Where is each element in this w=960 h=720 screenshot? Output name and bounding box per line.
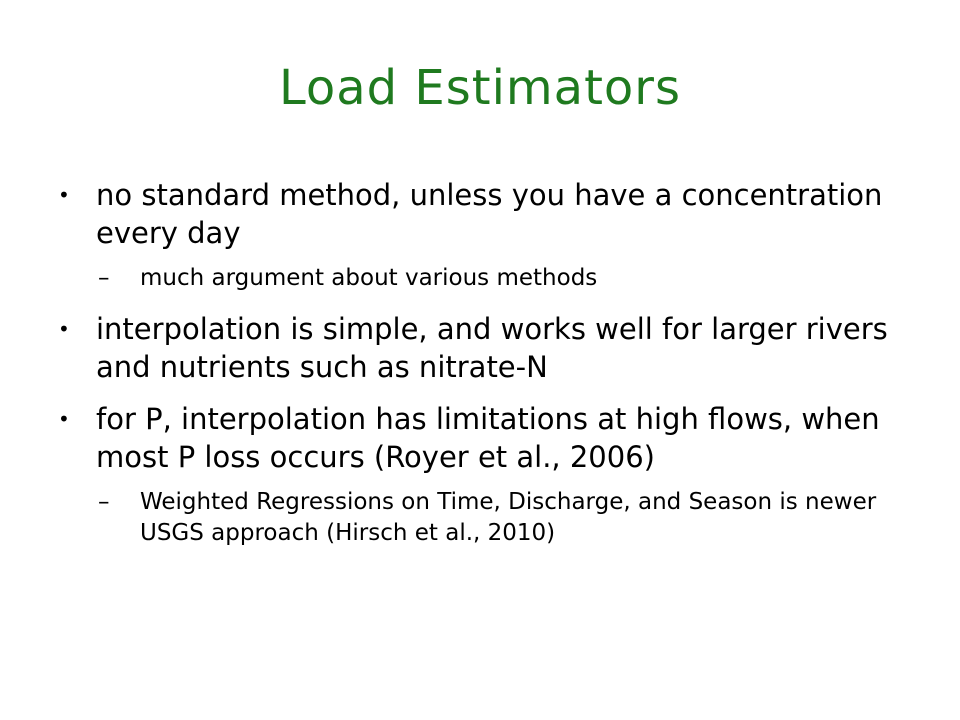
bullet-text: interpolation is simple, and works well for larger rivers and nutrients such as nitrate-N <box>96 312 888 384</box>
sub-bullet-text: much argument about various methods <box>140 265 598 291</box>
bullet-list <box>58 176 908 565</box>
bullet-item <box>58 310 908 386</box>
slide-title: Load Estimators <box>279 60 681 116</box>
bullet-text: no standard method, unless you have a concentration every day <box>96 178 883 250</box>
bullet-marker: • <box>58 407 70 431</box>
sub-bullet-item <box>58 263 908 294</box>
sub-bullet-text: Weighted Regressions on Time, Discharge, and Season is newer USGS approach (Hirsch et al., 2010) <box>140 489 877 546</box>
dash-marker: – <box>98 265 110 291</box>
bullet-marker: • <box>58 317 70 341</box>
bullet-item <box>58 176 908 252</box>
bullet-item <box>58 400 908 476</box>
dash-marker: – <box>98 489 110 515</box>
bullet-marker: • <box>58 183 70 207</box>
bullet-text: for P, interpolation has limitations at high flows, when most P loss occurs (Royer et al., 2006) <box>96 402 880 474</box>
sub-bullet-item <box>58 487 908 549</box>
